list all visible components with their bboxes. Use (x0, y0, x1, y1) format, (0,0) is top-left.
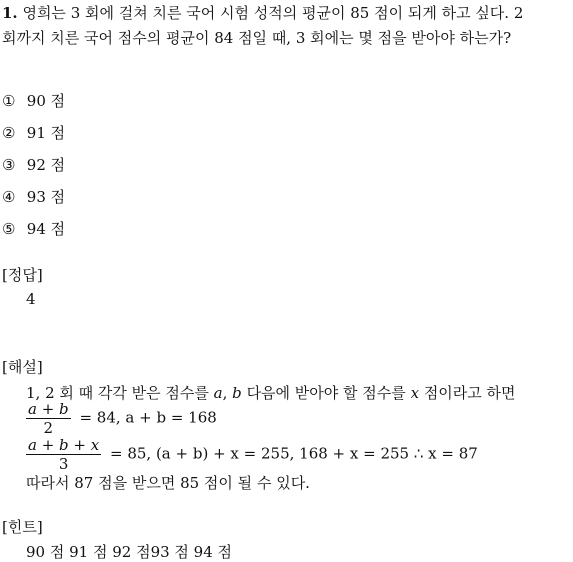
answer-value: 4 (26, 290, 36, 308)
variable-a: a (213, 384, 223, 402)
choice-3[interactable] (2, 154, 65, 175)
choice-text: 92 점 (26, 156, 66, 174)
explanation-text: 다음에 받아야 할 점수를 (246, 384, 406, 402)
comma: , (222, 384, 228, 402)
choice-2[interactable] (2, 122, 65, 143)
explanation-heading: [해설] (2, 358, 43, 376)
fraction-denominator: 3 (58, 455, 69, 473)
equation-rest: = 84, a + b = 168 (79, 408, 217, 427)
choice-text: 90 점 (26, 92, 66, 110)
hint-heading: [힌트] (2, 518, 43, 536)
choice-mark: ④ (2, 188, 16, 206)
choice-text: 93 점 (26, 188, 66, 206)
question-line-1 (2, 2, 523, 23)
hint-text: 90 점 91 점 92 점93 점 94 점 (26, 543, 233, 561)
fraction-numerator: a + b + x (28, 436, 100, 454)
question-number: 1. (2, 4, 18, 22)
question-text-2: 회까지 치른 국어 점수의 평균이 84 점일 때, 3 회에는 몇 점을 받아야 하는가? (2, 29, 512, 47)
choice-mark: ③ (2, 156, 16, 174)
choice-mark: ⑤ (2, 220, 16, 238)
fraction-numerator: a + b (28, 400, 69, 418)
choice-text: 91 점 (26, 124, 66, 142)
choice-1[interactable] (2, 90, 65, 111)
explanation-text: 점이라고 하면 (423, 384, 516, 402)
equation-1 (26, 400, 217, 437)
variable-x: x (410, 384, 420, 402)
fraction-2 (26, 436, 101, 473)
fraction-1 (26, 400, 71, 437)
choice-mark: ① (2, 92, 16, 110)
equation-2 (26, 436, 478, 473)
choice-text: 94 점 (26, 220, 66, 238)
fraction-denominator: 2 (43, 419, 54, 437)
question-text-1: 영희는 3 회에 걸쳐 치른 국어 시험 성적의 평균이 85 점이 되게 하고 싶다. 2 (22, 4, 524, 22)
variable-b: b (232, 384, 242, 402)
explanation-text: 1, 2 회 때 각각 받은 점수를 (26, 384, 209, 402)
choice-5[interactable] (2, 218, 65, 239)
equation-rest: = 85, (a + b) + x = 255, 168 + x = 255 ∴ x = 87 (110, 444, 478, 463)
explanation-conclusion: 따라서 87 점을 받으면 85 점이 될 수 있다. (26, 474, 310, 492)
answer-heading: [정답] (2, 266, 43, 284)
choice-mark: ② (2, 124, 16, 142)
choice-4[interactable] (2, 186, 65, 207)
